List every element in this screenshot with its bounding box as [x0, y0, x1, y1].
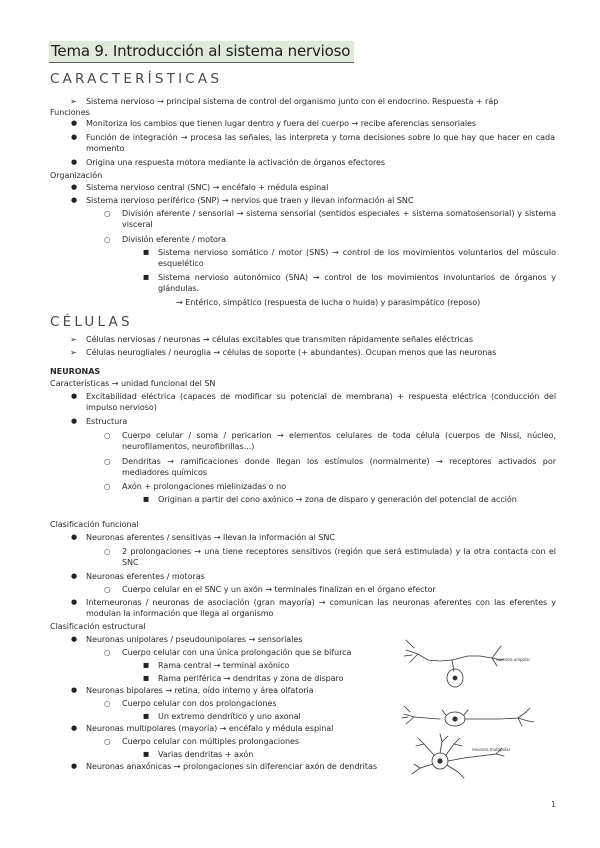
- text-paragraph: Sistema nervioso somático / motor (SNS) → control de los movimientos voluntarios del músculo esquelético: [158, 248, 556, 268]
- subheading-clasificacion-estructural: Clasificación estructural: [50, 622, 146, 631]
- text-line: Sistema nervioso central (SNC) → encéfalo + médula espinal: [86, 183, 329, 192]
- bullet-square-icon: ■: [143, 750, 150, 758]
- bullet-circle-icon: ○: [104, 235, 111, 244]
- bullet-circle-icon: ○: [104, 585, 111, 594]
- text-line: Monitoriza los cambios que tienen lugar dentro y fuera del cuerpo → recibe aferencias sensoriales: [86, 119, 477, 128]
- subheading-clasificacion-funcional: Clasificación funcional: [50, 520, 139, 529]
- bullet-square-icon: ■: [143, 661, 150, 669]
- text-line: → Entérico, simpático (respuesta de lucha o huida) y parasimpático (reposo): [176, 298, 481, 307]
- bullet-dot-icon: ●: [71, 417, 78, 425]
- text-line: Sistema nervioso → principal sistema de control del organismo junto con el endocrino. Respuesta + ráp: [86, 97, 499, 106]
- text-paragraph: Dendritas → ramificaciones donde llegan los estímulos (normalmente) → receptores activados por mediadores químicos: [122, 457, 556, 477]
- text-line: Células nerviosas / neuronas → células excitables que transmiten rápidamente señales eléctricas: [86, 335, 473, 344]
- bullet-dot-icon: ●: [71, 572, 78, 580]
- arrow-bullet-icon: ➢: [70, 335, 77, 344]
- text-line: Axón + prolongaciones mielinizadas o no: [122, 482, 287, 491]
- bullet-square-icon: ■: [143, 273, 150, 281]
- bullet-circle-icon: ○: [104, 209, 111, 218]
- page-title: Tema 9. Introducción al sistema nervioso: [51, 42, 351, 60]
- text-line: Neuronas bipolares → retina, oído interno y área olfatoria: [86, 686, 314, 695]
- text-line: Varias dendritas + axón: [158, 750, 254, 759]
- neuron-types-figure: [400, 626, 565, 781]
- bullet-dot-icon: ●: [71, 196, 78, 204]
- text-line: Características → unidad funcional del SN: [50, 379, 216, 388]
- bullet-dot-icon: ●: [71, 119, 78, 127]
- text-line: Cuerpo celular con múltiples prolongaciones: [122, 737, 300, 746]
- multipolar-neuron-drawing: [412, 734, 504, 778]
- multipolar-label: neurona multipolar: [472, 747, 511, 752]
- bullet-circle-icon: ○: [104, 482, 111, 491]
- bullet-circle-icon: ○: [104, 431, 111, 440]
- bullet-dot-icon: ●: [71, 635, 78, 643]
- subheading-funciones: Funciones: [50, 108, 90, 117]
- bullet-dot-icon: ●: [71, 183, 78, 191]
- text-paragraph: Interneuronas / neuronas de asociación (gran mayoría) → comunican las neuronas aferentes con las eferentes y modulan la información que llega al organismo: [86, 598, 556, 618]
- bipolar-neuron-drawing: [402, 706, 534, 726]
- page-number: 1: [551, 800, 557, 809]
- text-line: Cuerpo celular en el SNC y un axón → terminales finalizan en el órgano efector: [122, 585, 436, 594]
- bullet-circle-icon: ○: [104, 547, 111, 556]
- text-line: Neuronas multipolares (mayoría) → encéfalo y médula espinal: [86, 724, 334, 733]
- bullet-dot-icon: ●: [71, 598, 78, 606]
- text-paragraph: 2 prolongaciones → una tiene receptores sensitivos (región que será estimulada) y la otra contacta con el SNC: [122, 547, 556, 567]
- text-line: Cuerpo celular con dos prolongaciones: [122, 699, 277, 708]
- bullet-circle-icon: ○: [104, 699, 111, 708]
- text-line: Cuerpo celular con una única prolongación que se bifurca: [122, 648, 352, 657]
- subheading-neuronas: NEURONAS: [50, 367, 101, 376]
- text-line: Un extremo dendrítico y uno axonal: [158, 712, 301, 721]
- bullet-dot-icon: ●: [71, 762, 78, 770]
- text-paragraph: Sistema nervioso autonómico (SNA) → control de los movimientos involuntarios de órganos y glándulas.: [158, 273, 556, 293]
- arrow-bullet-icon: ➢: [70, 348, 77, 357]
- text-line: Neuronas eferentes / motoras: [86, 572, 205, 581]
- bullet-dot-icon: ●: [71, 724, 78, 732]
- text-line: Rama periférica → dendritas y zona de disparo: [158, 674, 344, 683]
- bullet-square-icon: ■: [143, 248, 150, 256]
- text-line: Estructura: [86, 417, 128, 426]
- bullet-dot-icon: ●: [71, 392, 78, 400]
- unipolar-neuron-drawing: [404, 640, 504, 687]
- bullet-dot-icon: ●: [71, 533, 78, 541]
- text-line: Células neurogliales / neuroglia → células de soporte (+ abundantes). Ocupan menos que las neuronas: [86, 348, 497, 357]
- bullet-circle-icon: ○: [104, 648, 111, 657]
- bullet-circle-icon: ○: [104, 457, 111, 466]
- bullet-dot-icon: ●: [71, 158, 78, 166]
- text-paragraph: Cuerpo celular / soma / pericarion → elementos celulares de toda célula (cuerpos de Nissl, núcleo, neurofilamentos, neurofibrillas...): [122, 431, 556, 451]
- section-heading-caracteristicas: CARACTERÍSTICAS: [50, 71, 223, 87]
- bullet-circle-icon: ○: [104, 737, 111, 746]
- text-line: Neuronas unipolares / pseudounipolares → sensoriales: [86, 635, 303, 644]
- text-line: División eferente / motora: [122, 235, 227, 244]
- text-paragraph: Originan a partir del cono axónico → zona de disparo y generación del potencial de acción: [158, 495, 517, 504]
- title-highlight: [49, 41, 354, 63]
- unipolar-label: neurona unipolar: [496, 657, 531, 662]
- bullet-square-icon: ■: [143, 712, 150, 720]
- arrow-bullet-icon: ➢: [70, 97, 77, 106]
- text-line: Rama central → terminal axónico: [158, 661, 290, 670]
- text-paragraph: Función de integración → procesa las señales, las interpreta y toma decisiones sobre lo que hay que hacer en cada momento: [86, 133, 555, 153]
- text-line: Neuronas aferentes / sensitivas → llevan la información al SNC: [86, 533, 335, 542]
- subheading-organizacion: Organización: [50, 171, 103, 180]
- text-paragraph: Neuronas anaxónicas → prolongaciones sin diferenciar axón de dendritas: [86, 762, 377, 771]
- bullet-square-icon: ■: [143, 495, 150, 503]
- bullet-dot-icon: ●: [71, 133, 78, 141]
- bullet-square-icon: ■: [143, 674, 150, 682]
- text-paragraph: Excitabilidad eléctrica (capaces de modificar su potencial de membrana) + respuesta eléctrica (conducción del impulso nervioso): [86, 392, 556, 412]
- text-line: Origina una respuesta motora mediante la activación de órganos efectores: [86, 158, 386, 167]
- bullet-dot-icon: ●: [71, 686, 78, 694]
- text-line: Sistema nervioso periférico (SNP) → nervios que traen y llevan información al SNC: [86, 196, 414, 205]
- section-heading-celulas: CÉLULAS: [50, 314, 133, 330]
- text-paragraph: División aferente / sensorial → sistema sensorial (sentidos especiales + sistema somatosensorial) y sistema visceral: [122, 209, 556, 229]
